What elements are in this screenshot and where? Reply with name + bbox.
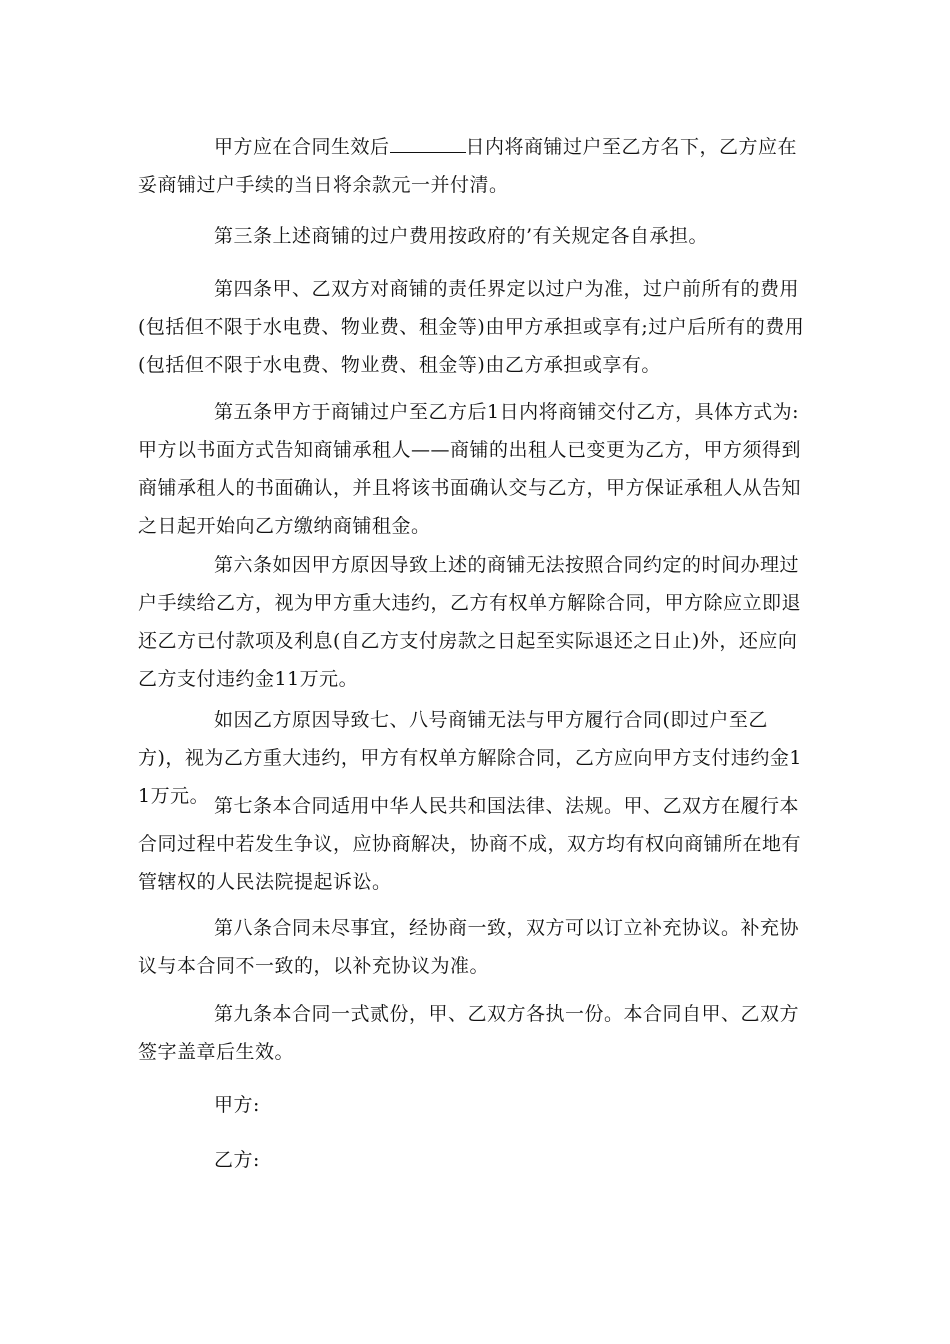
- paragraph-article-8: 第八条合同未尽事宜，经协商一致，双方可以订立补充协议。补充协议与本合同不一致的，以补充协议为准。: [138, 917, 800, 977]
- paragraph-article-7: 第七条本合同适用中华人民共和国法律、法规。甲、乙双方在履行本合同过程中若发生争议，应协商解决，协商不成，双方均有权向商铺所在地有管辖权的人民法院提起诉讼。: [138, 795, 802, 893]
- signature-party-b: 乙方:: [214, 1149, 260, 1171]
- paragraph-transfer-deadline: [138, 128, 810, 204]
- paragraph-article-5: 第五条甲方于商铺过户至乙方后1日内将商铺交付乙方，具体方式为:甲方以书面方式告知商铺承租人——商铺的出租人已变更为乙方，甲方须得到商铺承租人的书面确认，并且将该书面确认交与乙方，甲方保证承租人从告知之日起开始向乙方缴纳商铺租金。: [138, 401, 802, 537]
- paragraph-buyer-breach: 如因乙方原因导致七、八号商铺无法与甲方履行合同(即过户至乙方)，视为乙方重大违约，甲方有权单方解除合同，乙方应向甲方支付违约金11万元。: [138, 709, 803, 807]
- paragraph-text: 日内将商铺过户至乙方名下，乙方应在妥商铺过户手续的当日将余款元一并付清。: [138, 136, 798, 196]
- paragraph-text: 甲方应在合同生效后: [214, 136, 390, 158]
- paragraph-article-3: 第三条上述商铺的过户费用按政府的’有关规定各自承担。: [214, 225, 709, 247]
- paragraph-article-6: 第六条如因甲方原因导致上述的商铺无法按照合同约定的时间办理过户手续给乙方，视为甲方重大违约，乙方有权单方解除合同，甲方除应立即退还乙方已付款项及利息(自乙方支付房款之日起至实际退还之日止)外，还应向乙方支付违约金11万元。: [138, 554, 802, 690]
- signature-party-a: 甲方:: [214, 1094, 260, 1116]
- paragraph-article-4: 第四条甲、乙双方对商铺的责任界定以过户为准，过户前所有的费用(包括但不限于水电费、物业费、租金等)由甲方承担或享有;过户后所有的费用(包括但不限于水电费、物业费、租金等)由乙方承担或享有。: [138, 278, 805, 376]
- fill-in-blank: [390, 130, 466, 153]
- paragraph-article-9: 第九条本合同一式贰份，甲、乙双方各执一份。本合同自甲、乙双方签字盖章后生效。: [138, 1003, 800, 1063]
